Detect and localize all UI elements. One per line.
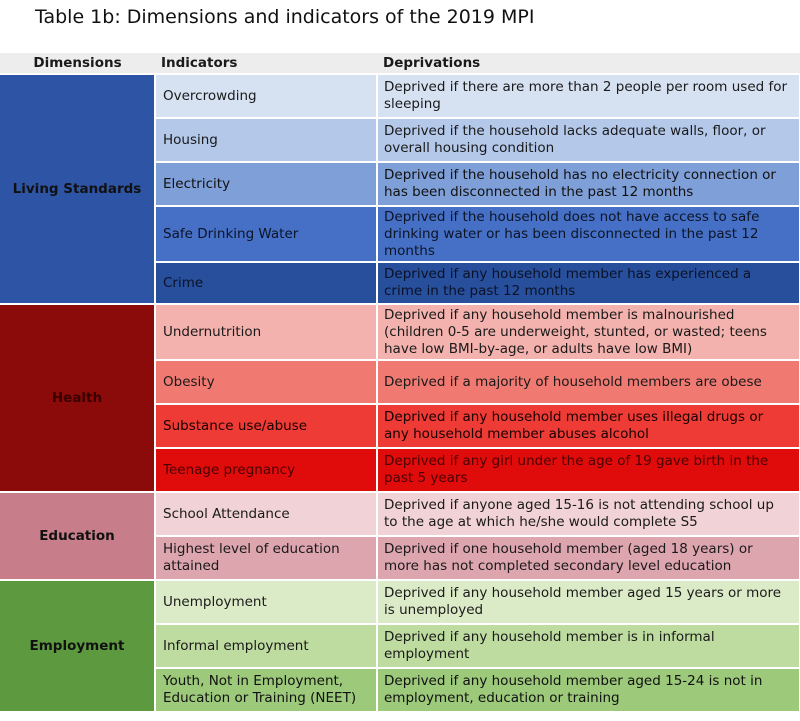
table-row xyxy=(0,304,800,360)
indicator-cell: Informal employment xyxy=(155,624,377,668)
indicator-cell: Crime xyxy=(155,262,377,304)
deprivation-cell: Deprived if the household has no electricity connection or has been disconnected in the past 12 months xyxy=(377,162,800,206)
indicator-cell: Overcrowding xyxy=(155,74,377,118)
deprivation-cell: Deprived if there are more than 2 people per room used for sleeping xyxy=(377,74,800,118)
indicator-cell: Undernutrition xyxy=(155,304,377,360)
indicator-cell: Housing xyxy=(155,118,377,162)
indicator-cell: Obesity xyxy=(155,360,377,404)
deprivation-cell: Deprived if any household member aged 15 years or more is unemployed xyxy=(377,580,800,624)
indicator-cell: Teenage pregnancy xyxy=(155,448,377,492)
table-row xyxy=(0,492,800,536)
deprivation-cell: Deprived if any household member is in informal employment xyxy=(377,624,800,668)
table-body xyxy=(0,74,800,712)
dimension-cell: Living Standards xyxy=(0,74,155,304)
deprivation-cell: Deprived if any household member has experienced a crime in the past 12 months xyxy=(377,262,800,304)
header-dimensions: Dimensions xyxy=(0,53,155,74)
dimension-cell: Employment xyxy=(0,580,155,712)
deprivation-cell: Deprived if anyone aged 15-16 is not attending school up to the age at which he/she would complete S5 xyxy=(377,492,800,536)
deprivation-cell: Deprived if any household member is malnourished (children 0-5 are underweight, stunted, or wasted; teens have low BMI-by-age, or adults have low BMI) xyxy=(377,304,800,360)
indicator-cell: Electricity xyxy=(155,162,377,206)
deprivation-cell: Deprived if a majority of household members are obese xyxy=(377,360,800,404)
header-indicators: Indicators xyxy=(155,53,377,74)
mpi-table xyxy=(0,53,800,713)
deprivation-cell: Deprived if one household member (aged 18 years) or more has not completed secondary level education xyxy=(377,536,800,580)
deprivation-cell: Deprived if any household member aged 15-24 is not in employment, education or training xyxy=(377,668,800,712)
indicator-cell: Highest level of education attained xyxy=(155,536,377,580)
table-row xyxy=(0,580,800,624)
deprivation-cell: Deprived if the household lacks adequate walls, floor, or overall housing condition xyxy=(377,118,800,162)
dimension-cell: Education xyxy=(0,492,155,580)
deprivation-cell: Deprived if the household does not have access to safe drinking water or has been disconnected in the past 12 months xyxy=(377,206,800,262)
indicator-cell: Substance use/abuse xyxy=(155,404,377,448)
indicator-cell: School Attendance xyxy=(155,492,377,536)
indicator-cell: Safe Drinking Water xyxy=(155,206,377,262)
header-deprivations: Deprivations xyxy=(377,53,800,74)
deprivation-cell: Deprived if any household member uses illegal drugs or any household member abuses alcohol xyxy=(377,404,800,448)
deprivation-cell: Deprived if any girl under the age of 19 gave birth in the past 5 years xyxy=(377,448,800,492)
table-header-row xyxy=(0,53,800,74)
indicator-cell: Youth, Not in Employment, Education or Training (NEET) xyxy=(155,668,377,712)
table-title: Table 1b: Dimensions and indicators of the 2019 MPI xyxy=(35,6,535,28)
dimension-cell: Health xyxy=(0,304,155,492)
indicator-cell: Unemployment xyxy=(155,580,377,624)
table-row xyxy=(0,74,800,118)
